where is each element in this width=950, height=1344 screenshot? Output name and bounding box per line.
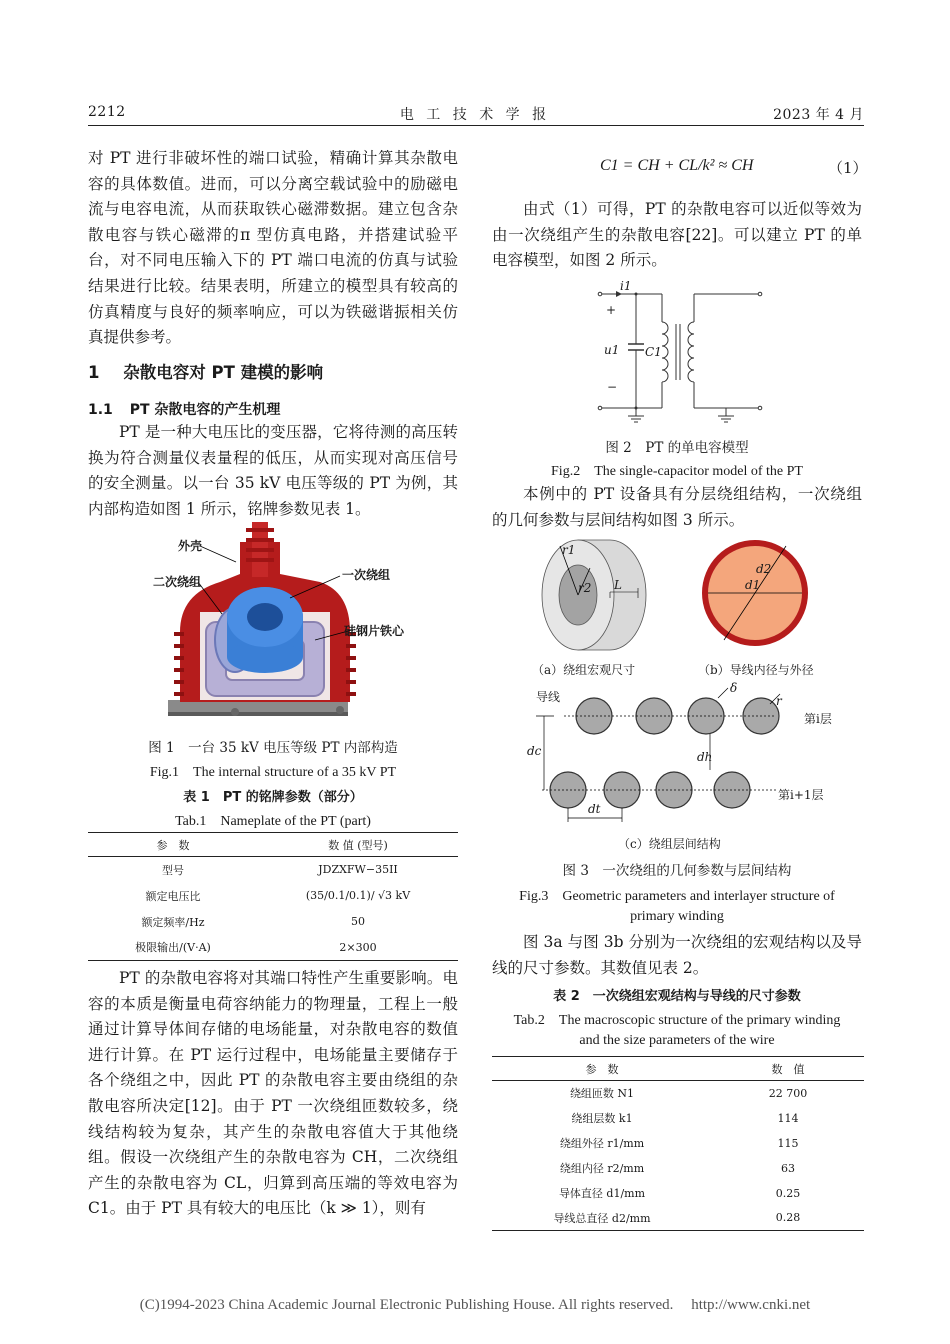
subsection-title: PT 杂散电容的产生机理 bbox=[129, 402, 281, 418]
fig3-sub-b: （b）导线内径与外径 bbox=[698, 663, 814, 677]
footer-url[interactable]: http://www.cnki.net bbox=[691, 1297, 811, 1313]
table1-header-value: 数 值 (型号) bbox=[328, 838, 388, 852]
issue-date: 2023 年 4 月 bbox=[773, 107, 864, 123]
table2-cell: 114 bbox=[777, 1111, 799, 1125]
table2-cell: 导体直径 d1/mm bbox=[558, 1187, 646, 1200]
page-number: 2212 bbox=[88, 104, 126, 120]
table2-cell: 绕组层数 k1 bbox=[571, 1112, 633, 1125]
fig1-label-secondary: 二次绕组 bbox=[153, 575, 202, 589]
fig3c-label-dt: dt bbox=[588, 802, 601, 816]
fig3c-label-layer-i: 第i层 bbox=[804, 712, 832, 726]
footer bbox=[0, 1297, 950, 1314]
table2-cell: 0.25 bbox=[775, 1186, 801, 1200]
fig2-label-current: i1 bbox=[620, 279, 632, 293]
table1-cell: 额定电压比 bbox=[145, 889, 201, 903]
fig3a-label-L: L bbox=[614, 578, 622, 592]
fig3c-label-delta: δ bbox=[730, 681, 738, 695]
para3: PT 的杂散电容将对其端口特性产生重要影响。电容的本质是衡量电荷容纳能力的物理量，工程上一般通过计算导体间存储的电场能量，对杂散电容的数值进行计算。在 PT 运行过程中，电场能量主要储存于各个绕组之中，因此 PT 的杂散电容主要由绕组的杂散电容所决定[12]。由于 PT 一次绕组匝数较多，绕线结构较为复杂，其产生的杂散电容值大于其他绕组。假设一次绕组产生的杂散电容为 CH，二次绕组产生的杂散电容为 CL，归算到高压端的等效电容为 C1。由于 PT 具有较大的电压比（k ≫ 1），则有 bbox=[88, 969, 458, 1218]
fig1-label-primary: 一次绕组 bbox=[342, 568, 391, 582]
fig2-label-minus: − bbox=[607, 380, 618, 394]
table1-cell: (35/0.1/0.1)/ √3 kV bbox=[305, 889, 411, 902]
table2-cell: 绕组外径 r1/mm bbox=[559, 1137, 645, 1150]
table-row bbox=[88, 857, 458, 883]
fig3a-winding bbox=[538, 538, 648, 653]
table-row bbox=[492, 1206, 864, 1231]
table2-header-value: 数 值 bbox=[771, 1062, 805, 1076]
fig1-caption-en: Fig.1 The internal structure of a 35 kV PT bbox=[149, 765, 397, 780]
para6: 图 3a 与图 3b 分别为一次绕组的宏观结构以及导线的尺寸参数。其数值见表 2。 bbox=[492, 933, 862, 977]
fig3a-label-r2: r2 bbox=[578, 581, 592, 595]
table1 bbox=[88, 832, 458, 961]
equation-1: C1 = CH + CL/k² ≈ CH bbox=[600, 157, 754, 174]
para2-block bbox=[88, 420, 458, 522]
header-rule bbox=[88, 125, 864, 126]
intro-paragraph: 对 PT 进行非破坏性的端口试验，精确计算其杂散电容的具体数值。进而，可以分离空载试验中的励磁电流与电容电流，从而获取铁心磁滞数据。建立包含杂散电容与铁心磁滞的π 型仿真电路，并搭建试验平台，对不同电压输入下的 PT 端口电流的仿真与试验结果进行比较。结果表明，所建立的模型具有较高的仿真精度与良好的频率响应，可以为铁磁谐振相关仿真提供参考。 bbox=[88, 149, 458, 347]
fig3-sub-a: （a）绕组宏观尺寸 bbox=[532, 663, 636, 677]
table1-cell: 50 bbox=[351, 915, 365, 928]
para6-block bbox=[492, 930, 862, 981]
table1-header-row bbox=[88, 833, 458, 857]
table-row bbox=[88, 883, 458, 909]
para4-block bbox=[492, 197, 862, 274]
table-row bbox=[88, 909, 458, 935]
fig2-label-plus: + bbox=[606, 303, 617, 317]
table2-header-row bbox=[492, 1057, 864, 1081]
fig3-sub-c: （c）绕组层间结构 bbox=[618, 837, 721, 851]
fig1-label-core: 硅钢片铁心 bbox=[344, 624, 405, 638]
table1-cell: 型号 bbox=[162, 863, 184, 877]
table2-header-param: 参 数 bbox=[585, 1062, 619, 1076]
fig3b-label-d1: d1 bbox=[745, 578, 761, 592]
table-row bbox=[492, 1181, 864, 1206]
table2-title-cn: 表 2 一次绕组宏观结构与导线的尺寸参数 bbox=[553, 989, 801, 1004]
table1-cell: JDZXFW−35II bbox=[318, 863, 398, 877]
section-1-heading bbox=[88, 359, 323, 383]
table2-cell: 115 bbox=[777, 1136, 799, 1150]
fig3-caption-cn: 图 3 一次绕组的几何参数与层间结构 bbox=[562, 863, 792, 879]
fig3-caption-en-2: primary winding bbox=[630, 909, 724, 924]
table2-cell: 绕组匝数 N1 bbox=[569, 1087, 635, 1101]
table2-cell: 绕组内径 r2/mm bbox=[559, 1162, 645, 1175]
section-1-number: 1 bbox=[88, 363, 100, 382]
table-row bbox=[492, 1156, 864, 1181]
subsection-number: 1.1 bbox=[88, 402, 113, 418]
table-row bbox=[492, 1106, 864, 1131]
intro-paragraph-block bbox=[88, 146, 458, 351]
para3-block bbox=[88, 966, 458, 1222]
fig3-caption-en-1: Fig.3 Geometric parameters and interlayer structure of bbox=[519, 889, 835, 904]
table1-cell: 2×300 bbox=[339, 940, 377, 954]
fig3a-label-r1: r1 bbox=[562, 543, 576, 557]
fig2-label-cap: C1 bbox=[645, 345, 662, 359]
para5: 本例中的 PT 设备具有分层绕组结构，一次绕组的几何参数与层间结构如图 3 所示。 bbox=[492, 485, 862, 529]
fig3c-label-dc: dc bbox=[527, 744, 542, 758]
fig1-label-shell: 外壳 bbox=[178, 539, 203, 553]
fig3c-label-r: r bbox=[776, 694, 782, 708]
fig3b-label-d2: d2 bbox=[756, 562, 772, 576]
table2-cell: 63 bbox=[781, 1161, 795, 1175]
fig3c-label-wire: 导线 bbox=[536, 690, 561, 704]
fig3c-label-layer-i1: 第i+1层 bbox=[778, 788, 824, 802]
table-row bbox=[492, 1081, 864, 1106]
para4: 由式（1）可得，PT 的杂散电容可以近似等效为由一次绕组产生的杂散电容[22]。可以建立 PT 的单电容模型，如图 2 所示。 bbox=[492, 200, 862, 270]
table1-header-param: 参 数 bbox=[156, 838, 190, 852]
table2-title-en-2: and the size parameters of the wire bbox=[579, 1033, 775, 1048]
para2: PT 是一种大电压比的变压器，它将待测的高压转换为符合测量仪表量程的低压，从而实现对高压信号的安全测量。以一台 35 kV 电压等级的 PT 为例，其内部构造如图 1 所示，铭牌参数见表 1。 bbox=[88, 423, 458, 518]
table-row bbox=[88, 935, 458, 961]
fig2-caption-cn: 图 2 PT 的单电容模型 bbox=[605, 440, 749, 456]
fig3b-wire bbox=[700, 536, 810, 650]
journal-name: 电 工 技 术 学 报 bbox=[399, 107, 551, 123]
equation-1-number: （1） bbox=[828, 159, 868, 177]
table1-cell: 极限输出/(V·A) bbox=[135, 941, 211, 955]
fig2-label-voltage: u1 bbox=[604, 343, 620, 357]
para5-block bbox=[492, 482, 862, 533]
table1-title-cn: 表 1 PT 的铭牌参数（部分） bbox=[183, 790, 363, 805]
fig1-caption-cn: 图 1 一台 35 kV 电压等级 PT 内部构造 bbox=[148, 740, 398, 756]
section-1-title: 杂散电容对 PT 建模的影响 bbox=[123, 363, 324, 382]
table2-cell: 导线总直径 d2/mm bbox=[553, 1211, 651, 1225]
table1-cell: 额定频率/Hz bbox=[141, 915, 205, 929]
table1-title-en: Tab.1 Nameplate of the PT (part) bbox=[175, 814, 371, 829]
table2-title-en-1: Tab.2 The macroscopic structure of the primary winding bbox=[513, 1013, 841, 1028]
subsection-1-1-heading bbox=[88, 399, 280, 419]
fig3c-label-dh: dh bbox=[697, 750, 713, 764]
table2 bbox=[492, 1056, 864, 1231]
table2-cell: 22 700 bbox=[768, 1086, 808, 1100]
footer-copyright: (C)1994-2023 China Academic Journal Electronic Publishing House. All rights reserved. bbox=[139, 1297, 674, 1313]
fig2-caption-en: Fig.2 The single-capacitor model of the PT bbox=[551, 464, 803, 479]
table-row bbox=[492, 1131, 864, 1156]
table2-cell: 0.28 bbox=[775, 1211, 801, 1225]
